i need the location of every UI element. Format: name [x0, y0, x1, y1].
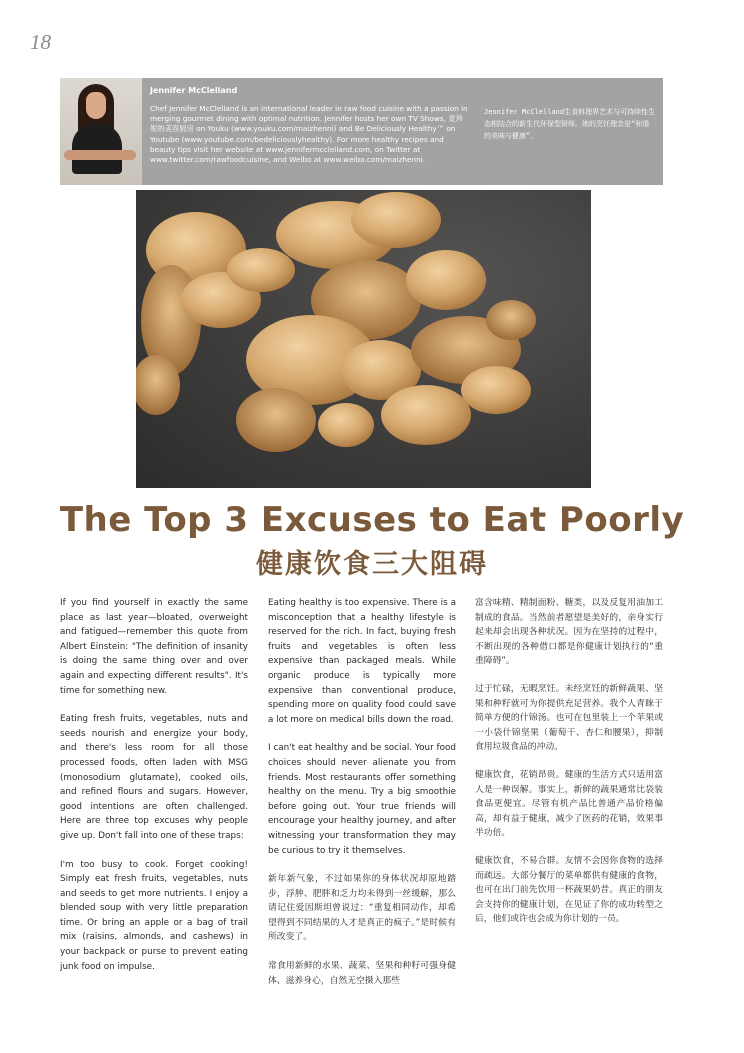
paragraph-chinese: 健康饮食，不易合群。友情不会因你食物的选择而疏远。大部分餐厅的菜单都供有健康的食物，也可在出门前先饮用一杯蔬果奶昔。真正的朋友会支持你的健康计划，在见证了你的成功转型之后，他们或许也会成为你计划的一员。 [475, 855, 663, 925]
paragraph: Eating healthy is too expensive. There is a misconception that a healthy lifestyle is reserved for the rich. In fact, buying fresh fruits and vegetables is often less expensive than packaged meals. While organic produce is typically more expensive than conventional produce, spending more on quality food could save a lot more on medical bills down the road. [268, 598, 456, 725]
paragraph: I can't eat healthy and be social. Your food choices should never alienate you from friends. Most restaurants offer something healthy on the menu. Try a big smoothie before going out. Your true friends will encourage your healthy journey, and after witnessing your transformation they may be curious to try it themselves. [268, 743, 456, 856]
author-name: Jennifer McClelland [150, 86, 238, 95]
paragraph-chinese: 新年新气象，不过如果你的身体状况却原地踏步，浮肿、肥胖和乏力均未得到一丝缓解，那么请记住爱因斯坦曾说过：“重复相同动作，却希望得到不同结果的人才是真正的疯子。”是时候有所改变了。 [268, 874, 456, 943]
paragraph: Eating fresh fruits, vegetables, nuts and seeds nourish and energize your body, and there's less room for all those processed foods, often laden with MSG (monosodium glutamate), cooked oils, and refined flours and sugars. However, good intentions are often challenged. Here are three top excuses why people give up. Don't fall into one of these traps: [60, 714, 248, 841]
author-bio-text-chinese: Jennifer McClelland生食料理界艺术与可持续性生态相结合的新生代环保型厨师。她的烹饪理念是“和谐的美味与健康”。 [484, 108, 656, 140]
article-column-3 [475, 596, 663, 940]
article-title: The Top 3 Excuses to Eat Poorly [59, 500, 685, 540]
paragraph-chinese: 健康饮食，花销昂贵。健康的生活方式只适用富人是一种误解。事实上，新鲜的蔬果通常比袋装食品更便宜。尽管有机产品比普通产品价格偏高，却有益于健康，减少了医药的花销，效果事半功倍。 [475, 769, 663, 839]
paragraph-chinese: 富含味精、精制面粉、糖类，以及反复用油加工制成的食品。当然前者愿望是美好的，亲身实行起来却会出现各种状况。因为在坚持的过程中，不断出现的各种借口都是你健康计划执行的“重重障碍”。 [475, 598, 663, 667]
ginger-photo [136, 190, 591, 488]
paragraph-chinese: 常食用新鲜的水果、蔬菜、坚果和种籽可强身健体、滋养身心，自然无空摄入那些 [268, 961, 456, 986]
author-bio-text: Chef Jennifer McClelland is an international leader in raw food cuisine with a passion in merging gourmet dining with optimal nutrition. Jennifer hosts her own TV Shows, 麦珍妮的美容厨房 on Youku (www.youku.com/maizhenni) and Be Deliciously Healthy™ on Youtube (www.youtube.com/bedeliciouslyhealthy). For more healthy recipes and beauty tips visit her website at www.jennifermcclelland.com, on Twitter at www.twitter.com/rawfoodcuisine, and Weibo at www.weibo.com/maizhenni. [150, 104, 468, 165]
article-column-2 [268, 596, 456, 1002]
paragraph-chinese: 过于忙碌，无暇烹饪。未经烹饪的新鲜蔬果、坚果和种籽就可为你提供充足营养。我个人青睐于简单方便的什锦汤。也可在包里装上一个苹果或一小袋什锦坚果（葡萄干、杏仁和腰果），抑制食用垃圾食品的冲动。 [475, 683, 663, 753]
author-photo [60, 78, 142, 185]
article-column-1 [60, 596, 248, 988]
paragraph: I'm too busy to cook. Forget cooking! Simply eat fresh fruits, vegetables, nuts and seeds to get more nutrients. I enjoy a blended soup with very little preparation time. Or bring an apple or a bag of trail mix (raisins, almonds, and cashews) in your backpack or purse to prevent eating junk food on impulse. [60, 859, 248, 972]
author-bio-box [60, 78, 663, 185]
page-number: 18 [30, 30, 51, 54]
paragraph: If you find yourself in exactly the same place as last year—bloated, overweight and fatigued—remember this quote from Albert Einstein: "The definition of insanity is doing the same thing over and over again and expecting different results". It's time for something new. [60, 598, 248, 696]
article-subtitle-chinese: 健康饮食三大阻碍 [256, 549, 488, 580]
